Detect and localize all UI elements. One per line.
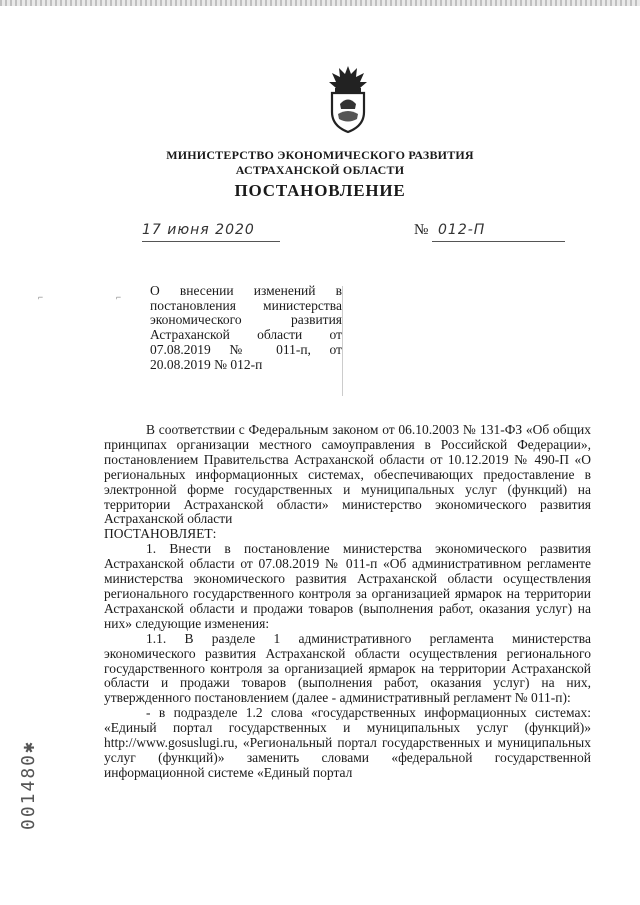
- date-field: 17 июня 2020: [142, 222, 255, 238]
- organization-line-2: АСТРАХАНСКОЙ ОБЛАСТИ: [235, 163, 405, 177]
- number-field: 012-П: [438, 222, 486, 238]
- document-body: [104, 423, 591, 781]
- number-underline: [432, 241, 565, 242]
- item-1-paragraph: 1. Внести в постановление министерства экономического развития Астраханской области от 07.08.2019 № 011-п «Об административном регламенте министерства экономического развития Астраханской области осуществления регионального государственного контроля за организацией ярмарок на территории Астраханской области и продажи товаров (выполнения работ, оказания услуг) на них» следующие изменения:: [104, 541, 591, 631]
- subject-corner-mark-left: ⌐: [38, 292, 44, 302]
- subject-corner-mark-right: ⌐: [116, 292, 122, 302]
- fold-line: [342, 286, 343, 396]
- item-1-1-paragraph: 1.1. В разделе 1 административного регламента министерства экономического развития Астраханской области осуществления регионального государственного контроля за организацией ярмарок на территории Астраханской области и продажи товаров (выполнения работ, оказания услуг) на них, утвержденного постановлением (далее - административный регламент № 011-п):: [104, 630, 591, 706]
- coat-of-arms-icon: [326, 64, 370, 134]
- number-sign: №: [414, 222, 429, 238]
- bullet-paragraph: - в подразделе 1.2 слова «государственных информационных системах: «Единый портал государственных и муниципальных услуг (функций)» http://www.gosuslugi.ru, «Региональный портал государственных и муниципальных услуг (функций)» заменить словами «федеральной государственной информационной системе «Единый портал: [104, 705, 591, 780]
- organization-name: [0, 148, 640, 178]
- date-underline: [142, 241, 280, 242]
- scan-edge: [0, 0, 640, 6]
- document-subject: О внесении изменений в постановления министерства экономического развития Астраханской области от 07.08.2019 № 011-п, от 20.08.2019 № 012-п: [150, 283, 342, 372]
- organization-line-1: МИНИСТЕРСТВО ЭКОНОМИЧЕСКОГО РАЗВИТИЯ: [166, 148, 474, 162]
- preamble-paragraph: В соответствии с Федеральным законом от 06.10.2003 № 131-ФЗ «Об общих принципах организации местного самоуправления в Российской Федерации», постановлением Правительства Астраханской области от 10.12.2019 № 490-П «О региональных информационных системах, обеспечивающих предоставление в электронной форме государственных и муниципальных услуг (функций) на территории Астраханской области» министерство экономического развития Астраханской области: [104, 422, 591, 527]
- page-stamp-number: 001480✱: [18, 740, 39, 830]
- resolves-heading: ПОСТАНОВЛЯЕТ:: [104, 526, 217, 542]
- document-type-title: ПОСТАНОВЛЕНИЕ: [234, 181, 406, 200]
